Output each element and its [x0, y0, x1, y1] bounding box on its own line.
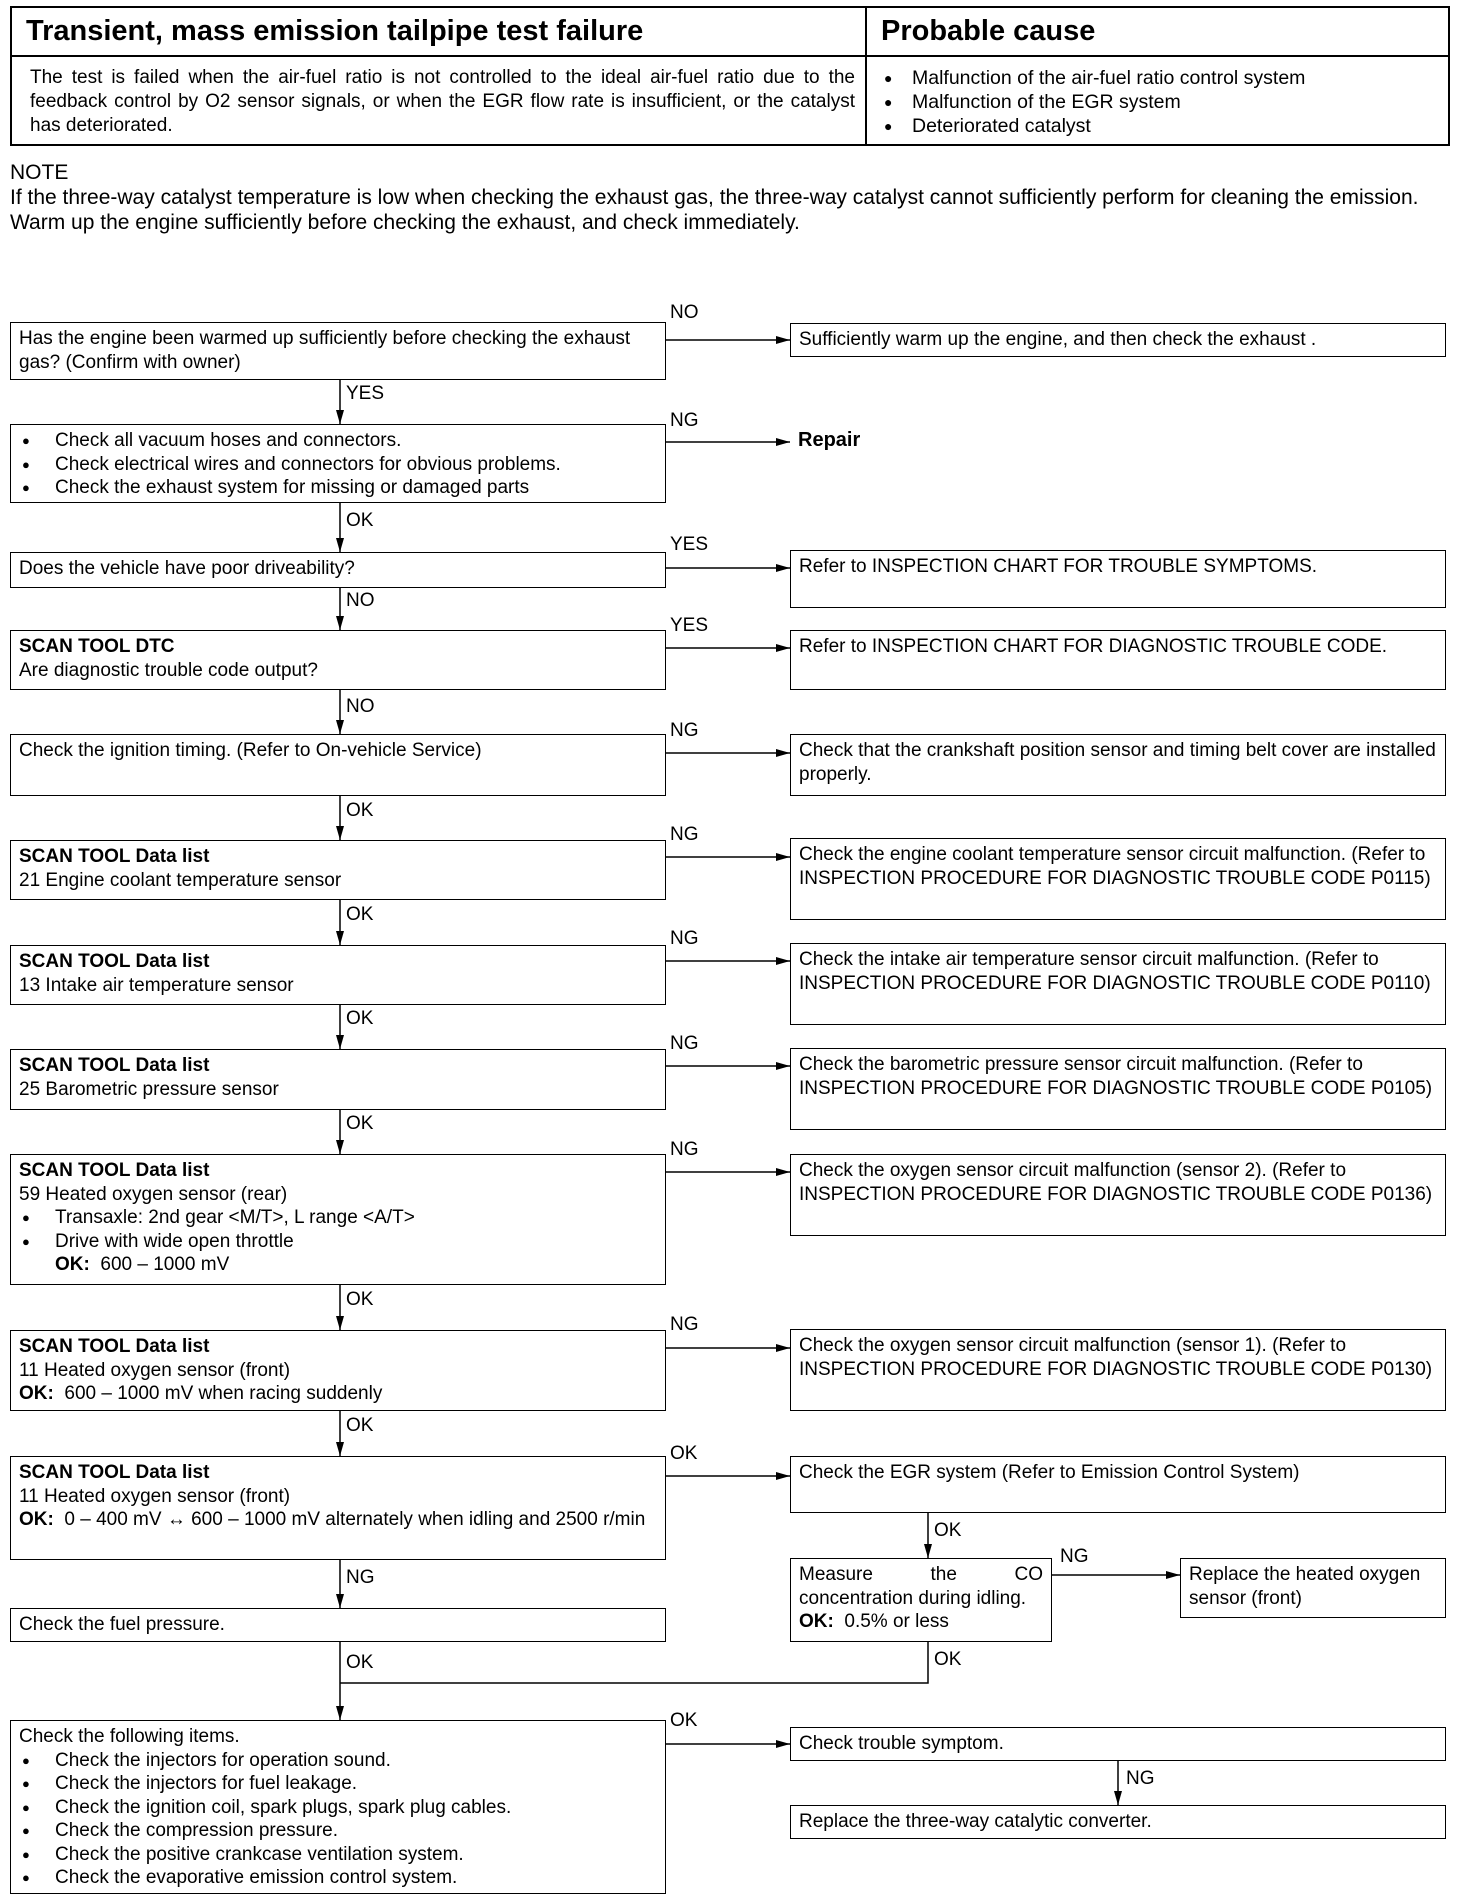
result-oxygen-sensor-1 — [790, 1329, 1446, 1411]
result-warm-up — [790, 323, 1446, 357]
step-text: Does the vehicle have poor driveability? — [19, 558, 355, 579]
ok-value: 0.5% or less — [844, 1611, 949, 1632]
ok-criteria — [19, 1508, 657, 1532]
label-ng: NG — [1126, 1768, 1155, 1789]
label-yes: YES — [346, 383, 385, 404]
label-ok: OK — [346, 510, 374, 531]
ok-label: OK: — [19, 1383, 54, 1404]
result-text: Check the EGR system (Refer to Emission Control System) — [799, 1462, 1300, 1483]
ok-value: 600 – 1000 mV when racing suddenly — [64, 1383, 383, 1404]
result-text: Check the barometric pressure sensor circuit malfunction. (Refer to INSPECTION PROCEDURE FOR DIAGNOSTIC TROUBLE CODE P0105) — [799, 1054, 1433, 1099]
step-driveability-question — [10, 552, 666, 588]
result-text: Replace the three-way catalytic converter. — [799, 1811, 1152, 1832]
result-coolant-temp — [790, 838, 1446, 920]
check-item: ● Check the injectors for operation sound. — [19, 1749, 657, 1773]
step-text: 11 Heated oxygen sensor (front) — [19, 1485, 291, 1507]
cause-item: ● Malfunction of the EGR system — [882, 90, 1305, 114]
check-item: ● Check the evaporative emission control system. — [19, 1866, 657, 1890]
ok-criteria — [19, 1382, 657, 1406]
condition-item: ● Transaxle: 2nd gear <M/T>, L range <A/T> — [19, 1206, 657, 1230]
step-ignition-timing — [10, 734, 666, 796]
label-ng: NG — [670, 1139, 699, 1160]
label-ok: OK — [670, 1710, 698, 1731]
check-list — [19, 429, 657, 500]
result-replace-catalytic-converter — [790, 1805, 1446, 1839]
condition-item: ● Drive with wide open throttle — [19, 1230, 657, 1254]
condition-list — [19, 1206, 657, 1253]
step-title: SCAN TOOL Data list — [19, 1462, 210, 1483]
label-ok: OK — [934, 1520, 962, 1541]
check-item: ● Check electrical wires and connectors for obvious problems. — [19, 453, 657, 477]
check-item: ● Check the compression pressure. — [19, 1819, 657, 1843]
step-text: Measure the CO concentration during idling. — [799, 1564, 1043, 1609]
label-ok: OK — [670, 1443, 698, 1464]
step-text: Has the engine been warmed up sufficiently before checking the exhaust gas? (Confirm with owner) — [19, 328, 631, 373]
label-ok: OK — [346, 800, 374, 821]
result-text: Check the engine coolant temperature sensor circuit malfunction. (Refer to INSPECTION PROCEDURE FOR DIAGNOSTIC TROUBLE CODE P0115) — [799, 844, 1431, 889]
step-text: Are diagnostic trouble code output? — [19, 659, 318, 681]
step-title: SCAN TOOL DTC — [19, 636, 175, 657]
label-ok: OK — [346, 1113, 374, 1134]
note-text: If the three-way catalyst temperature is low when checking the exhaust gas, the three-way catalyst cannot sufficiently perform for cleaning the emission. Warm up the engine sufficiently before checking the exhaust, and check immediately. — [10, 186, 1419, 234]
label-ng: NG — [670, 410, 699, 431]
step-text: 59 Heated oxygen sensor (rear) — [19, 1183, 288, 1205]
check-item: ● Check the ignition coil, spark plugs, spark plug cables. — [19, 1796, 657, 1820]
step-title: SCAN TOOL Data list — [19, 1336, 210, 1357]
step-text: 21 Engine coolant temperature sensor — [19, 869, 342, 891]
step-check-items — [10, 1720, 666, 1894]
header-title: Transient, mass emission tailpipe test failure — [26, 15, 644, 47]
step-text: Check the ignition timing. (Refer to On-vehicle Service) — [19, 740, 482, 761]
result-text: Check the oxygen sensor circuit malfunction (sensor 1). (Refer to INSPECTION PROCEDURE FOR DIAGNOSTIC TROUBLE CODE P0130) — [799, 1335, 1433, 1380]
step-fuel-pressure — [10, 1608, 666, 1642]
label-ng: NG — [346, 1567, 375, 1588]
result-text: Refer to INSPECTION CHART FOR TROUBLE SYMPTOMS. — [799, 556, 1318, 577]
check-item: ● Check the positive crankcase ventilation system. — [19, 1843, 657, 1867]
probable-cause-title: Probable cause — [881, 15, 1096, 47]
label-ng: NG — [670, 824, 699, 845]
label-no: NO — [346, 696, 375, 717]
step-co-measurement — [790, 1558, 1052, 1642]
step-text: Check the fuel pressure. — [19, 1614, 225, 1635]
connector-co-ok — [340, 1642, 928, 1683]
result-text: Check that the crankshaft position sensor and timing belt cover are installed properly. — [799, 740, 1436, 785]
result-dtc-chart — [790, 630, 1446, 690]
cause-item: ● Malfunction of the air-fuel ratio control system — [882, 66, 1305, 90]
check-item: ● Check the injectors for fuel leakage. — [19, 1772, 657, 1796]
step-front-oxygen-racing — [10, 1330, 666, 1411]
result-crankshaft-sensor — [790, 734, 1446, 796]
step-visual-checks — [10, 424, 666, 503]
step-intake-air-sensor — [10, 945, 666, 1005]
result-text: Sufficiently warm up the engine, and then check the exhaust . — [799, 329, 1317, 350]
ok-value: 600 – 1000 mV — [100, 1254, 230, 1275]
step-text: 11 Heated oxygen sensor (front) — [19, 1359, 291, 1381]
step-front-oxygen-idling — [10, 1456, 666, 1560]
label-ng: NG — [670, 1314, 699, 1335]
result-text: Check trouble symptom. — [799, 1733, 1004, 1754]
note-label: NOTE — [10, 161, 69, 184]
label-ng: NG — [670, 720, 699, 741]
step-title: SCAN TOOL Data list — [19, 1160, 210, 1181]
label-ok: OK — [346, 1415, 374, 1436]
step-barometric-sensor — [10, 1049, 666, 1110]
label-ok: OK — [346, 904, 374, 925]
result-text: Check the intake air temperature sensor circuit malfunction. (Refer to INSPECTION PROCEDURE FOR DIAGNOSTIC TROUBLE CODE P0110) — [799, 949, 1431, 994]
label-no: NO — [670, 302, 699, 323]
step-text: 25 Barometric pressure sensor — [19, 1078, 279, 1100]
result-text: Refer to INSPECTION CHART FOR DIAGNOSTIC TROUBLE CODE. — [799, 636, 1388, 657]
step-text: 13 Intake air temperature sensor — [19, 974, 294, 996]
result-egr-system — [790, 1456, 1446, 1513]
result-oxygen-sensor-2 — [790, 1154, 1446, 1236]
label-ok: OK — [346, 1652, 374, 1673]
step-rear-oxygen-sensor — [10, 1154, 666, 1285]
ok-label: OK: — [19, 1509, 54, 1530]
label-ng: NG — [670, 1033, 699, 1054]
result-text: Check the oxygen sensor circuit malfunction (sensor 2). (Refer to INSPECTION PROCEDURE FOR DIAGNOSTIC TROUBLE CODE P0136) — [799, 1160, 1433, 1205]
step-title: SCAN TOOL Data list — [19, 1055, 210, 1076]
step-coolant-temp-sensor — [10, 840, 666, 900]
cause-item: ● Deteriorated catalyst — [882, 114, 1305, 138]
check-item: ● Check the exhaust system for missing or damaged parts — [19, 476, 657, 500]
check-item: ● Check all vacuum hoses and connectors. — [19, 429, 657, 453]
result-trouble-symptom — [790, 1727, 1446, 1761]
label-yes: YES — [670, 615, 709, 636]
label-no: NO — [346, 590, 375, 611]
ok-label: OK: — [55, 1254, 90, 1275]
label-ng: NG — [670, 928, 699, 949]
result-barometric — [790, 1048, 1446, 1130]
step-title: Check the following items. — [19, 1726, 240, 1747]
failure-description: The test is failed when the air-fuel ratio is not controlled to the ideal air-fuel ratio due to the feedback control by O2 sensor signals, or when the EGR flow rate is insufficient, or the catalyst has deteriorated. — [30, 67, 855, 136]
ok-label: OK: — [799, 1611, 834, 1632]
result-intake-air — [790, 943, 1446, 1025]
ok-criteria — [19, 1253, 657, 1277]
result-replace-oxygen-sensor — [1180, 1558, 1446, 1618]
label-yes: YES — [670, 534, 709, 555]
label-ok: OK — [934, 1649, 962, 1670]
check-list — [19, 1749, 657, 1890]
ok-criteria — [799, 1610, 1043, 1634]
step-scan-tool-dtc — [10, 630, 666, 690]
step-title: SCAN TOOL Data list — [19, 846, 210, 867]
ok-value: 0 – 400 mV ↔ 600 – 1000 mV alternately when idling and 2500 r/min — [64, 1509, 646, 1530]
label-ng: NG — [1060, 1546, 1089, 1567]
result-repair: Repair — [798, 429, 861, 451]
result-text: Replace the heated oxygen sensor (front) — [1189, 1564, 1421, 1609]
label-ok: OK — [346, 1289, 374, 1310]
step-title: SCAN TOOL Data list — [19, 951, 210, 972]
result-trouble-symptoms — [790, 550, 1446, 608]
label-ok: OK — [346, 1008, 374, 1029]
step-warm-up-question — [10, 322, 666, 380]
